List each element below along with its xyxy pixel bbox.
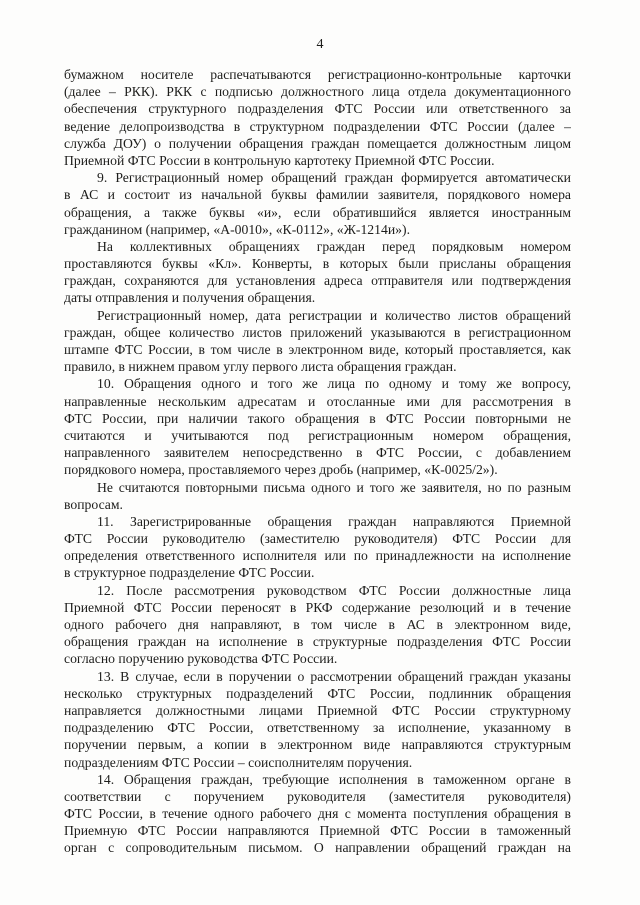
- text-line: 9. Регистрационный номер обращений граждан формируется автоматически: [97, 170, 571, 186]
- text-line: правило, в нижнем правом углу первого листа обращения граждан.: [64, 359, 457, 375]
- text-line: 10. Обращения одного и того же лица по одному и тому же вопросу,: [97, 376, 571, 392]
- text-line: орган с сопроводительным письмом. О направлении обращений граждан на: [64, 840, 571, 856]
- text-line: ведение делопроизводства в структурном подразделении ФТС России (далее –: [64, 118, 571, 134]
- text-line: Приемную ФТС России направляются Приемной ФТС России в таможенный: [64, 823, 571, 839]
- text-line: Регистрационный номер, дата регистрации и количество листов обращений: [97, 307, 571, 323]
- text-line: считаются и учитываются под регистрационным номером обращения,: [64, 427, 571, 443]
- text-line: ФТС России руководителю (заместителю руководителя) ФТС России для: [64, 531, 571, 547]
- paragraph: [64, 668, 571, 771]
- text-line: направленные нескольким адресатам и отосланные ими для рассмотрения в: [64, 393, 571, 409]
- page-number: 4: [316, 37, 324, 52]
- text-line: (далее – РКК). РКК с подписью должностного лица отдела документационного: [64, 84, 571, 100]
- paragraph: [64, 513, 571, 582]
- text-line: 13. В случае, если в поручении о рассмотрении обращений граждан указаны: [97, 668, 571, 684]
- paragraph: [64, 238, 571, 307]
- text-line: несколько структурных подразделений ФТС России, подлинник обращения: [64, 685, 571, 701]
- paragraph: [64, 66, 571, 169]
- text-line: обращения граждан на исполнение в структурные подразделения ФТС России: [64, 634, 571, 650]
- page-body: [64, 66, 571, 857]
- text-line: в структурное подразделение ФТС России.: [64, 565, 315, 581]
- text-line: бумажном носителе распечатываются регистрационно-контрольные карточки: [64, 67, 571, 82]
- text-line: соответствии с поручением руководителя (заместителя руководителя): [64, 788, 571, 804]
- text-line: 14. Обращения граждан, требующие исполнения в таможенном органе в: [97, 771, 571, 787]
- text-line: гражданином (например, «А-0010», «К-0112», «Ж-1214и»).: [64, 221, 410, 237]
- text-line: согласно поручению руководства ФТС России.: [64, 651, 338, 667]
- paragraph: [64, 307, 571, 376]
- text-line: вопросам.: [64, 496, 123, 512]
- text-line: подразделению ФТС России, ответственному за исполнение, указанному в: [64, 720, 571, 736]
- text-line: штампе ФТС России, в том числе в электронном виде, который проставляется, как: [64, 342, 571, 357]
- text-line: проставляются буквы «Кл». Конверты, в которых были присланы обращения: [64, 256, 571, 272]
- paragraph: [64, 582, 571, 668]
- text-line: На коллективных обращениях граждан перед порядковым номером: [97, 238, 571, 254]
- text-line: Не считаются повторными письма одного и того же заявителя, но по разным: [97, 479, 571, 495]
- paragraph: [64, 771, 571, 857]
- text-line: 11. Зарегистрированные обращения граждан направляются Приемной: [97, 513, 571, 529]
- text-line: одного рабочего дня направляют, в том числе в АС в электронном виде,: [64, 617, 571, 632]
- text-line: направляется должностными лицами Приемной ФТС России структурному: [64, 702, 571, 718]
- text-line: обращения, а также буквы «и», если обратившийся является иностранным: [64, 204, 571, 220]
- text-line: поручении первым, а копии в электронном виде направляются структурным: [64, 737, 571, 753]
- paragraph: [64, 479, 571, 513]
- text-line: 12. После рассмотрения руководством ФТС России должностные лица: [97, 582, 571, 598]
- text-line: ФТС России, при наличии такого обращения в ФТС России повторными не: [64, 410, 571, 426]
- text-line: ФТС России, в течение одного рабочего дня с момента поступления обращения в: [64, 806, 571, 822]
- text-line: граждан, общее количество листов приложений указываются в регистрационном: [64, 324, 571, 340]
- text-line: Приемной ФТС России переносят в РКФ содержание резолюций и в течение: [64, 599, 571, 615]
- paragraph: [64, 169, 571, 238]
- text-line: служба ДОУ) о получении обращения граждан помещается должностным лицом: [64, 135, 571, 151]
- text-line: граждан, сохраняются для установления адреса отправителя или подтверждения: [64, 273, 571, 289]
- text-line: обеспечения структурного подразделения ФТС России или ответственного за: [64, 101, 571, 117]
- text-line: направленного заявителем непосредственно в ФТС России, с добавлением: [64, 445, 571, 461]
- text-line: Приемной ФТС России в контрольную картотеку Приемной ФТС России.: [64, 152, 495, 168]
- text-line: подразделениям ФТС России – соисполнителям поручения.: [64, 754, 413, 770]
- text-line: в АС и состоит из начальной буквы фамилии заявителя, порядкового номера: [64, 187, 571, 203]
- text-line: порядкового номера, проставляемого через дробь (например, «К-0025/2»).: [64, 462, 498, 478]
- text-line: определения ответственного исполнителя или по принадлежности на исполнение: [64, 548, 571, 564]
- text-line: даты отправления и получения обращения.: [64, 290, 316, 306]
- paragraph: [64, 375, 571, 478]
